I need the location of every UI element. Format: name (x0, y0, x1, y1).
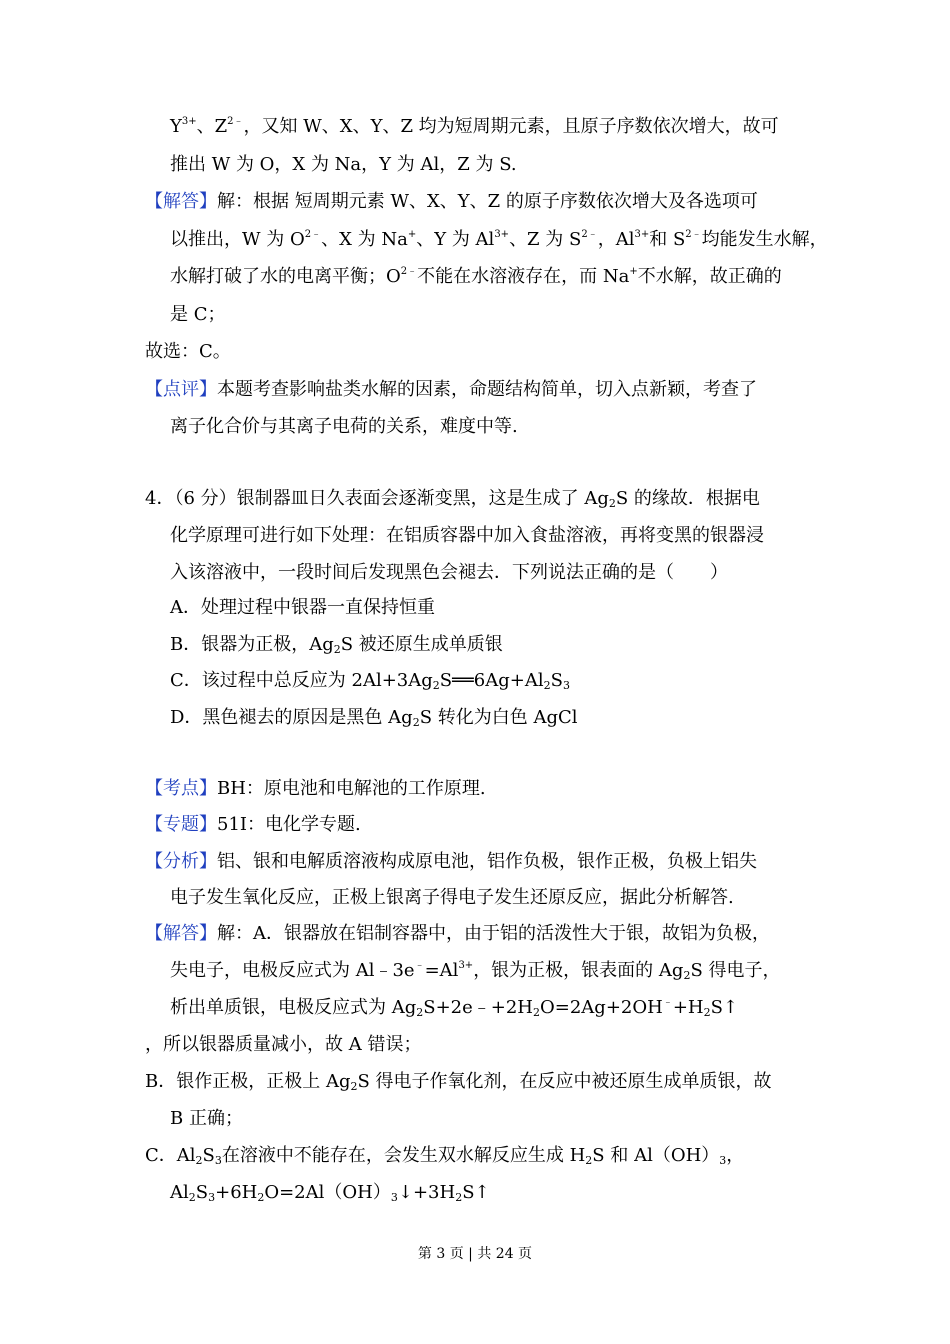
prev-dianping-line-1: 【点评】本题考查影响盐类水解的因素，命题结构简单，切入点新颖，考查了 (145, 379, 757, 400)
fenxi-line-2: 电子发生氧化反应，正极上银离子得电子发生还原反应，据此分析解答. (170, 887, 734, 908)
q4-option-d: D．黑色褪去的原因是黑色 $Ag_2S$ 转化为白色 AgCl (170, 707, 578, 729)
jieda-line-4: ，所以银器质量减小，故 A 错误； (145, 1034, 422, 1055)
prev-jieda-line-1: 【解答】解：根据 短周期元素 W、X、Y、Z 的原子序数依次增大及各选项可 (145, 191, 758, 212)
jieda-tag: 【解答】 (145, 191, 217, 212)
prev-dianping-line-2: 离子化合价与其离子电荷的关系，难度中等. (170, 416, 518, 437)
zhuanti-tag: 【专题】 (145, 814, 217, 835)
jieda-c-line-2: $Al_2S_3+6H_2O=2Al(OH)_3↓+3H_2S↑$ (170, 1182, 490, 1204)
jieda-line-2: 失电子，电极反应式为 $Al﹣3e^﹣=Al^{3+}$，银为正极，银表面的 $Ag_2S$ 得电子， (170, 960, 781, 982)
q4-stem-line-2: 化学原理可进行如下处理：在铝质容器中加入食盐溶液，再将变黑的银器浸 (170, 525, 764, 546)
kaodian-tag: 【考点】 (145, 778, 217, 799)
prev-line-2: 推出 W 为 O，X 为 Na，Y 为 Al，Z 为 S. (170, 154, 517, 175)
fenxi-tag: 【分析】 (145, 851, 217, 872)
fenxi-line-1: 【分析】铝、银和电解质溶液构成原电池，铝作负极，银作正极，负极上铝失 (145, 851, 757, 872)
q4-option-a: A．处理过程中银器一直保持恒重 (170, 597, 435, 618)
jieda-line-1: 【解答】解：A．银器放在铝制容器中，由于铝的活泼性大于银，故铝为负极， (145, 923, 770, 944)
page-footer: 第 3 页 | 共 24 页 (417, 1246, 533, 1262)
dianping-tag: 【点评】 (145, 379, 217, 400)
kaodian-line: 【考点】BH：原电池和电解池的工作原理. (145, 778, 486, 799)
prev-line-1: $Y^{3+}$、$Z^{2﹣}$，又知 W、X、Y、Z 均为短周期元素，且原子序数依次增大，故可 (170, 116, 779, 137)
jieda-line-3: 析出单质银，电极反应式为 $Ag_2S+2e﹣+2H_2O=2Ag+2OH^﹣+H_2S↑$ (170, 997, 739, 1019)
jieda-tag-2: 【解答】 (145, 923, 217, 944)
jieda-c-line-1: C．$Al_2S_3$在溶液中不能存在，会发生双水解反应生成 $H_2S$ 和 $Al(OH)_3$， (145, 1145, 745, 1167)
prev-jieda-line-2: 以推出，W 为 $O^{2﹣}$、X 为 Na+、Y 为 $Al^{3+}$、Z 为 $S^{2﹣}$，$Al^{3+}$和 $S^{2﹣}$均能发生水解， (170, 229, 828, 250)
q4-option-c: C．该过程中总反应为 $2Al+3Ag_2S══6Ag+Al_2S_3$ (170, 670, 570, 692)
zhuanti-line: 【专题】51I：电化学专题. (145, 814, 361, 835)
prev-jieda-line-3: 水解打破了水的电离平衡；$O^{2﹣}$不能在水溶液存在，而 Na+不水解，故正确的 (170, 266, 782, 287)
q4-option-b: B．银器为正极，$Ag_2S$ 被还原生成单质银 (170, 634, 503, 656)
prev-answer: 故选：C。 (145, 341, 231, 362)
q4-stem-line-1: 4．（6 分）银制器皿日久表面会逐渐变黑，这是生成了 $Ag_2S$ 的缘故．根据电 (145, 488, 760, 510)
jieda-b-line-2: B 正确； (170, 1108, 243, 1129)
q4-stem-line-3: 入该溶液中，一段时间后发现黑色会褪去．下列说法正确的是（ ） (170, 562, 728, 583)
prev-jieda-line-4: 是 C； (170, 304, 226, 325)
jieda-b-line-1: B．银作正极，正极上 $Ag_2S$ 得电子作氧化剂，在反应中被还原生成单质银，故 (145, 1071, 772, 1093)
